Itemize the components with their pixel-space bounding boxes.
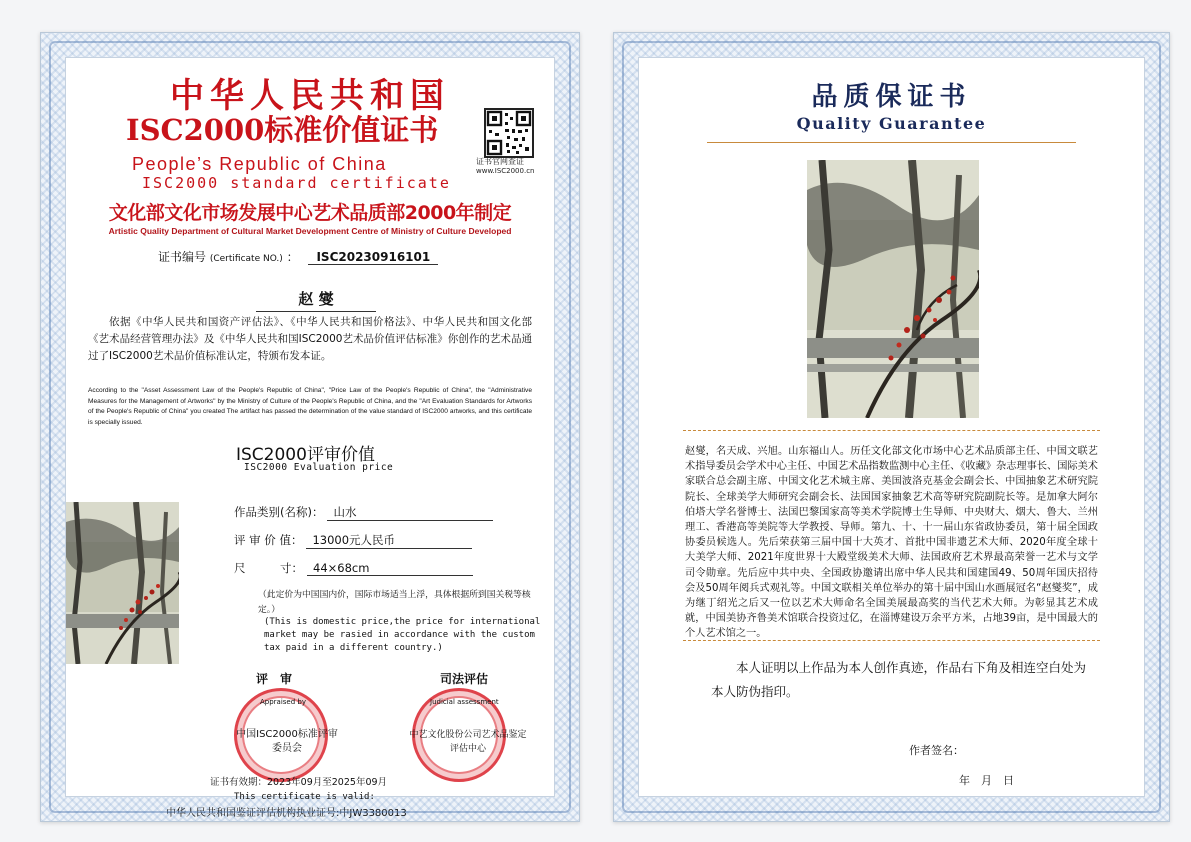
signature-label: 作者签名： [909,744,964,757]
legal-basis-text: 依据《中华人民共和国资产评估法》、《中华人民共和国价格法》、中华人民共和国文化部《艺术品经营管理办法》及《中华人民共和国ISC2000艺术品价值评估标准》你创作的艺术品通过了ISC2000艺术品价值标准认定，特颁布发本证。 [88,316,532,362]
seal2-label: Judicial assessment [430,698,499,706]
date-label: 年 月 日 [959,774,1014,787]
review-label: 评 审 [256,672,293,686]
field-value-value: 13000元人民币 [306,532,472,549]
qr-url[interactable]: www.ISC2000.cn [476,167,535,175]
review-committee-name: 中国ISC2000标准评审委员会 [236,729,338,754]
field-size-value: 44×68cm [307,561,473,576]
field-value-label: 评 审 价 值： [234,533,303,547]
certificate-title: ISC2000标准价值证书 [126,113,439,147]
seal1-label: Appraised by [260,698,306,706]
artist-biography: 赵燮，名天成、兴旭。山东福山人。历任文化部文化市场中心艺术品质部主任、中国文联艺术指导委员会学术中心主任、中国艺术品指数监测中心主任、《收藏》杂志理事长、国际美术家联合总会副主席、中国文化艺术城主席、美国波洛克基金会副会长、中国抽象艺术研究院院长、全球美学大师研究会副会长、法国国家抽象艺术高等研究院副院长等。是加拿大阿尔伯塔大学名誉博士、法国巴黎国家高等美术学院博士生导师、中央财大、烟大、鲁大、兰州理工、香港高等美院等大学教授、导师。第九、十、十一届山东省政协委员，第十届全国政协委员候选人。先后荣获第三届中国十大英才、首批中国非遗艺术大师、2020年度全球十大美学大师、2021年度世界十大殿堂级美术大师、法国政府艺术界最高荣誉一艺术与文学司令勋章。先后应中共中央、全国政协邀请出席中华人民共和国建国49、50周年国庆招待会及50周年阅兵式观礼等。中国文联相关单位举办的第十届中国山水画展冠名“赵燮奖”，成为继丁绍光之后又一位以艺术大师命名全国美展最高奖的当代艺术大师。为彰显其艺术成就，中国美协齐鲁美术馆联合投资过亿，在淄博建设万余平方米，占地39亩，是中国最大的个人艺术馆之一。 [685,446,1098,640]
evaluation-title-en: ISC2000 Evaluation price [244,462,394,473]
title-divider [707,142,1076,143]
guarantee-title-en: Quality Guarantee [796,114,987,133]
field-category-value: 山水 [327,504,493,521]
field-category [234,504,493,521]
field-value [234,532,472,549]
field-size-label: 尺 寸： [234,561,303,575]
validity-period: 证书有效期：2023年09月至2025年09月 [210,777,388,788]
qr-code-icon[interactable] [484,108,534,158]
evaluation-title: ISC2000评审价值 [236,445,375,465]
certificate-number-colon: ： [286,250,299,264]
country-title-en: People’s Republic of China [132,154,387,174]
issuer-title-en: Artistic Quality Department of Cultural Market Development Centre of Ministry of Culture Developed [108,226,512,236]
validity-period-en: This certificate is valid: [234,792,375,802]
certificate-number-label-en: (Certificate NO.) [209,254,283,264]
qr-label: 证书官网查证 [476,157,524,166]
bio-divider-top [683,430,1100,431]
guarantee-body [638,57,1145,797]
standard-value-certificate [40,32,580,822]
price-note: （此定价为中国国内价，国际市场适当上浮，具体根据所到国关税等核定。） [258,590,531,615]
quality-guarantee-certificate [613,32,1170,822]
country-title: 中华人民共和国 [170,76,450,116]
authenticity-statement: 本人证明以上作品为本人创作真迹，作品右下角及相连空白处为本人防伪指印。 [711,660,1087,699]
certificate-number-label: 证书编号 [158,250,207,264]
artwork-image [807,160,979,418]
judicial-label: 司法评估 [440,672,489,686]
assessment-center-name: 中艺文化股份公司艺术品鉴定评估中心 [409,730,527,754]
artwork-thumbnail [66,502,179,664]
field-category-label: 作品类别(名称)： [234,505,324,519]
certificate-title-en: ISC2000 standard certificate [142,174,451,192]
certificate-body [65,57,555,819]
bio-divider-bottom [683,640,1100,641]
artist-name: 赵 燮 [256,288,376,312]
guarantee-title: 品质保证书 [811,82,972,112]
certificate-number: ISC20230916101 [308,250,438,265]
legal-basis-text-en: According to the "Asset Assessment Law of the People's Republic of China", "Price Law of the People's Republic of China", the "Administrative Measures for the Management of Artworks" by the Ministry of Culture of the People's Republic of China, and the "Art Evaluation Standards for Artworks of the People's Republic of China" you created The artifact has passed the determination of the value standard of ISC2000 artworks, and this certificate is specially issued. [88,387,532,426]
license-number: 中华人民共和国鉴证评估机构执业证号:中JW3380013 [166,808,407,819]
certificate-number-row [158,248,438,265]
issuer-title: 文化部文化市场发展中心艺术品质部2000年制定 [108,202,512,224]
price-note-en: (This is domestic price,the price for international market may be rasied in accordance with the custom tax paid in a different country.) [264,617,541,653]
field-size [234,560,473,576]
